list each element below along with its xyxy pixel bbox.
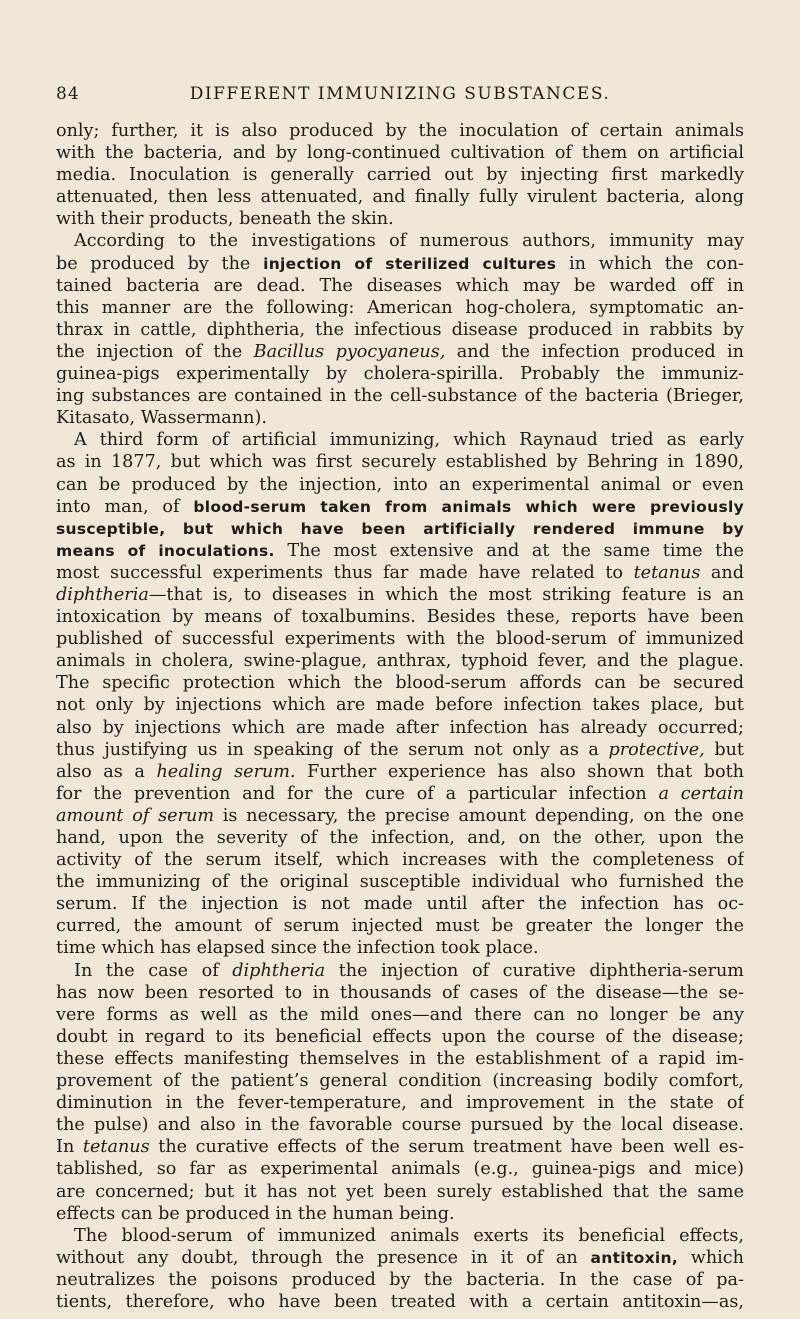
page-header: [56, 84, 744, 110]
text-segment: thus justifying us in speaking of the serum not only as a: [56, 739, 609, 760]
text-line: [56, 1026, 744, 1048]
text-segment: the injection of the: [56, 341, 254, 362]
text-segment: time which has elapsed since the infection took place.: [56, 938, 539, 959]
text-segment: thrax in cattle, diphtheria, the infectious disease produced in rabbits by: [56, 319, 744, 340]
text-segment: into man, of: [56, 496, 194, 517]
italic-text: tetanus: [82, 1137, 150, 1158]
text-line: [56, 275, 744, 297]
text-line: [56, 186, 744, 208]
text-segment: intoxication by means of toxalbumins. Besides these, reports have been: [56, 607, 744, 628]
text-segment: without any doubt, through the presence in it of an: [56, 1247, 591, 1268]
text-segment: the injection of curative diphtheria-serum: [325, 960, 744, 981]
italic-text: a certain: [658, 783, 744, 804]
text-segment: published of successful experiments with the blood-serum of immunized: [56, 629, 744, 650]
text-segment: The specific protection which the blood-serum affords can be secured: [56, 673, 744, 694]
text-line: [56, 1203, 744, 1225]
page-number: 84: [56, 84, 80, 104]
text-line: [56, 1114, 744, 1136]
text-line: [56, 761, 744, 783]
text-segment: —that is, to diseases in which the most striking feature is an: [148, 584, 744, 605]
text-line: [56, 1048, 744, 1070]
text-line: [56, 164, 744, 186]
text-segment: has now been resorted to in thousands of cases of the disease—the se-: [56, 982, 744, 1003]
text-segment: be produced by the: [56, 253, 264, 274]
text-segment: A third form of artificial immunizing, which Raynaud tried as early: [74, 430, 744, 451]
text-line: [56, 717, 744, 739]
text-segment: tained bacteria are dead. The diseases which may be warded off in: [56, 275, 744, 296]
text-line: [56, 540, 744, 562]
text-line: [56, 871, 744, 893]
text-line: [56, 1181, 744, 1203]
text-line: [56, 142, 744, 164]
text-segment: this manner are the following: American hog-cholera, symptomatic an-: [56, 297, 744, 318]
text-segment: but: [704, 739, 744, 760]
text-segment: as in 1877, but which was first securely established by Behring in 1890,: [56, 452, 744, 473]
text-segment: are concerned; but it has not yet been surely established that the same: [56, 1181, 744, 1202]
text-line: [56, 474, 744, 496]
text-segment: provement of the patient’s general condition (increasing bodily comfort,: [56, 1071, 744, 1092]
text-line: [56, 827, 744, 849]
text-segment: is necessary, the precise amount depending, on the one: [214, 805, 744, 826]
text-line: [56, 363, 744, 385]
text-line: [56, 230, 744, 252]
text-line: [56, 297, 744, 319]
text-line: [56, 893, 744, 915]
text-segment: doubt in regard to its beneficial effects upon the course of the disease;: [56, 1026, 744, 1047]
text-line: [56, 1291, 744, 1313]
italic-text: tetanus: [633, 562, 701, 583]
italic-text: amount of serum: [56, 805, 215, 826]
text-line: [56, 518, 744, 540]
text-line: [56, 739, 744, 761]
text-segment: guinea-pigs experimentally by cholera-spirilla. Probably the immuniz-: [56, 364, 744, 385]
text-segment: tients, therefore, who have been treated with a certain antitoxin—as,: [56, 1291, 744, 1312]
text-segment: media. Inoculation is generally carried out by injecting first markedly: [56, 165, 744, 186]
running-title: DIFFERENT IMMUNIZING SUBSTANCES.: [189, 84, 611, 104]
text-line: [56, 650, 744, 672]
text-segment: serum. If the injection is not made until after the infection has oc-: [56, 894, 744, 915]
text-line: [56, 1070, 744, 1092]
text-line: [56, 562, 744, 584]
text-segment: hand, upon the severity of the infection, and, on the other, upon the: [56, 828, 744, 848]
text-line: [56, 496, 744, 518]
text-segment: for the prevention and for the cure of a particular infection: [56, 783, 659, 804]
text-line: [56, 1136, 744, 1158]
text-line: [56, 694, 744, 716]
text-segment: The most extensive and at the same time the: [274, 540, 744, 561]
text-line: [56, 584, 744, 606]
text-segment: Kitasato, Wassermann).: [56, 408, 267, 429]
emphasized-text: antitoxin,: [590, 1248, 679, 1267]
text-segment: also by injections which are made after infection has already occurred;: [56, 717, 744, 738]
text-segment: not only by injections which are made before infection takes place, but: [56, 695, 744, 716]
text-line: [56, 915, 744, 937]
italic-text: protective,: [608, 739, 705, 760]
text-segment: curred, the amount of serum injected must be greater the longer the: [56, 916, 744, 937]
text-line: [56, 385, 744, 407]
italic-text: Bacillus pyocyaneus,: [253, 341, 446, 362]
text-line: [56, 937, 744, 959]
emphasized-text: blood-serum taken from animals which were previously: [193, 497, 744, 516]
text-line: [56, 341, 744, 363]
text-segment: which: [678, 1247, 744, 1268]
text-segment: most successful experiments thus far made have related to: [56, 562, 634, 583]
text-segment: ing substances are contained in the cell-substance of the bacteria (Brieger,: [56, 386, 744, 407]
text-line: [56, 849, 744, 871]
text-segment: According to the investigations of numerous authors, immunity may: [74, 231, 744, 252]
text-segment: with the bacteria, and by long-continued cultivation of them on artificial: [56, 143, 744, 164]
text-segment: tablished, so far as experimental animals (e.g., guinea-pigs and mice): [56, 1159, 744, 1180]
text-line: [56, 1225, 744, 1247]
text-line: [56, 1092, 744, 1114]
text-line: [56, 982, 744, 1004]
text-segment: attenuated, then less attenuated, and finally fully virulent bacteria, along: [56, 187, 744, 208]
text-segment: In: [56, 1137, 83, 1158]
text-line: [56, 628, 744, 650]
text-segment: can be produced by the injection, into an experimental animal or even: [56, 474, 744, 495]
emphasized-text: means of inoculations.: [56, 541, 275, 560]
text-segment: only; further, it is also produced by the inoculation of certain animals: [56, 121, 744, 141]
text-segment: with their products, beneath the skin.: [56, 209, 394, 230]
italic-text: diphtheria: [56, 584, 149, 605]
text-segment: animals in cholera, swine-plague, anthrax, typhoid fever, and the plague.: [56, 651, 744, 672]
text-line: [56, 606, 744, 628]
text-segment: these effects manifesting themselves in the establishment of a rapid im-: [56, 1048, 744, 1069]
text-line: [56, 208, 744, 230]
text-line: [56, 1247, 744, 1269]
text-line: [56, 1158, 744, 1180]
text-line: [56, 1004, 744, 1026]
text-segment: and the infection produced in: [445, 341, 744, 362]
text-line: [56, 451, 744, 473]
text-segment: and: [700, 562, 744, 583]
text-line: [56, 1269, 744, 1291]
text-segment: activity of the serum itself, which increases with the completeness of: [56, 850, 744, 871]
emphasized-text: susceptible, but which have been artificially rendered immune by: [56, 519, 744, 538]
text-segment: Further experience has also shown that both: [295, 761, 744, 782]
text-line: [56, 960, 744, 982]
text-segment: the pulse) and also in the favorable course pursued by the local disease.: [56, 1115, 744, 1136]
text-line: [56, 783, 744, 805]
text-line: [56, 672, 744, 694]
italic-text: diphtheria: [232, 960, 326, 981]
text-segment: also as a: [56, 761, 157, 782]
text-line: [56, 319, 744, 341]
text-segment: neutralizes the poisons produced by the bacteria. In the case of pa-: [56, 1269, 744, 1290]
text-segment: the immunizing of the original susceptible individual who furnished the: [56, 872, 744, 893]
text-segment: in which the con-: [556, 253, 744, 274]
text-segment: In the case of: [74, 960, 233, 981]
text-line: [56, 253, 744, 275]
text-segment: effects can be produced in the human being.: [56, 1203, 455, 1224]
text-segment: diminution in the fever-temperature, and improvement in the state of: [56, 1093, 744, 1114]
text-segment: the curative effects of the serum treatment have been well es-: [149, 1137, 744, 1158]
text-segment: vere forms as well as the mild ones—and there can no longer be any: [56, 1004, 744, 1025]
text-segment: The blood-serum of immunized animals exerts its beneficial effects,: [74, 1225, 744, 1246]
emphasized-text: injection of sterilized cultures: [263, 254, 557, 273]
body-text: [56, 120, 744, 1313]
text-line: [56, 805, 744, 827]
text-line: [56, 120, 744, 142]
italic-text: healing serum.: [156, 761, 296, 782]
text-line: [56, 407, 744, 429]
text-line: [56, 429, 744, 451]
